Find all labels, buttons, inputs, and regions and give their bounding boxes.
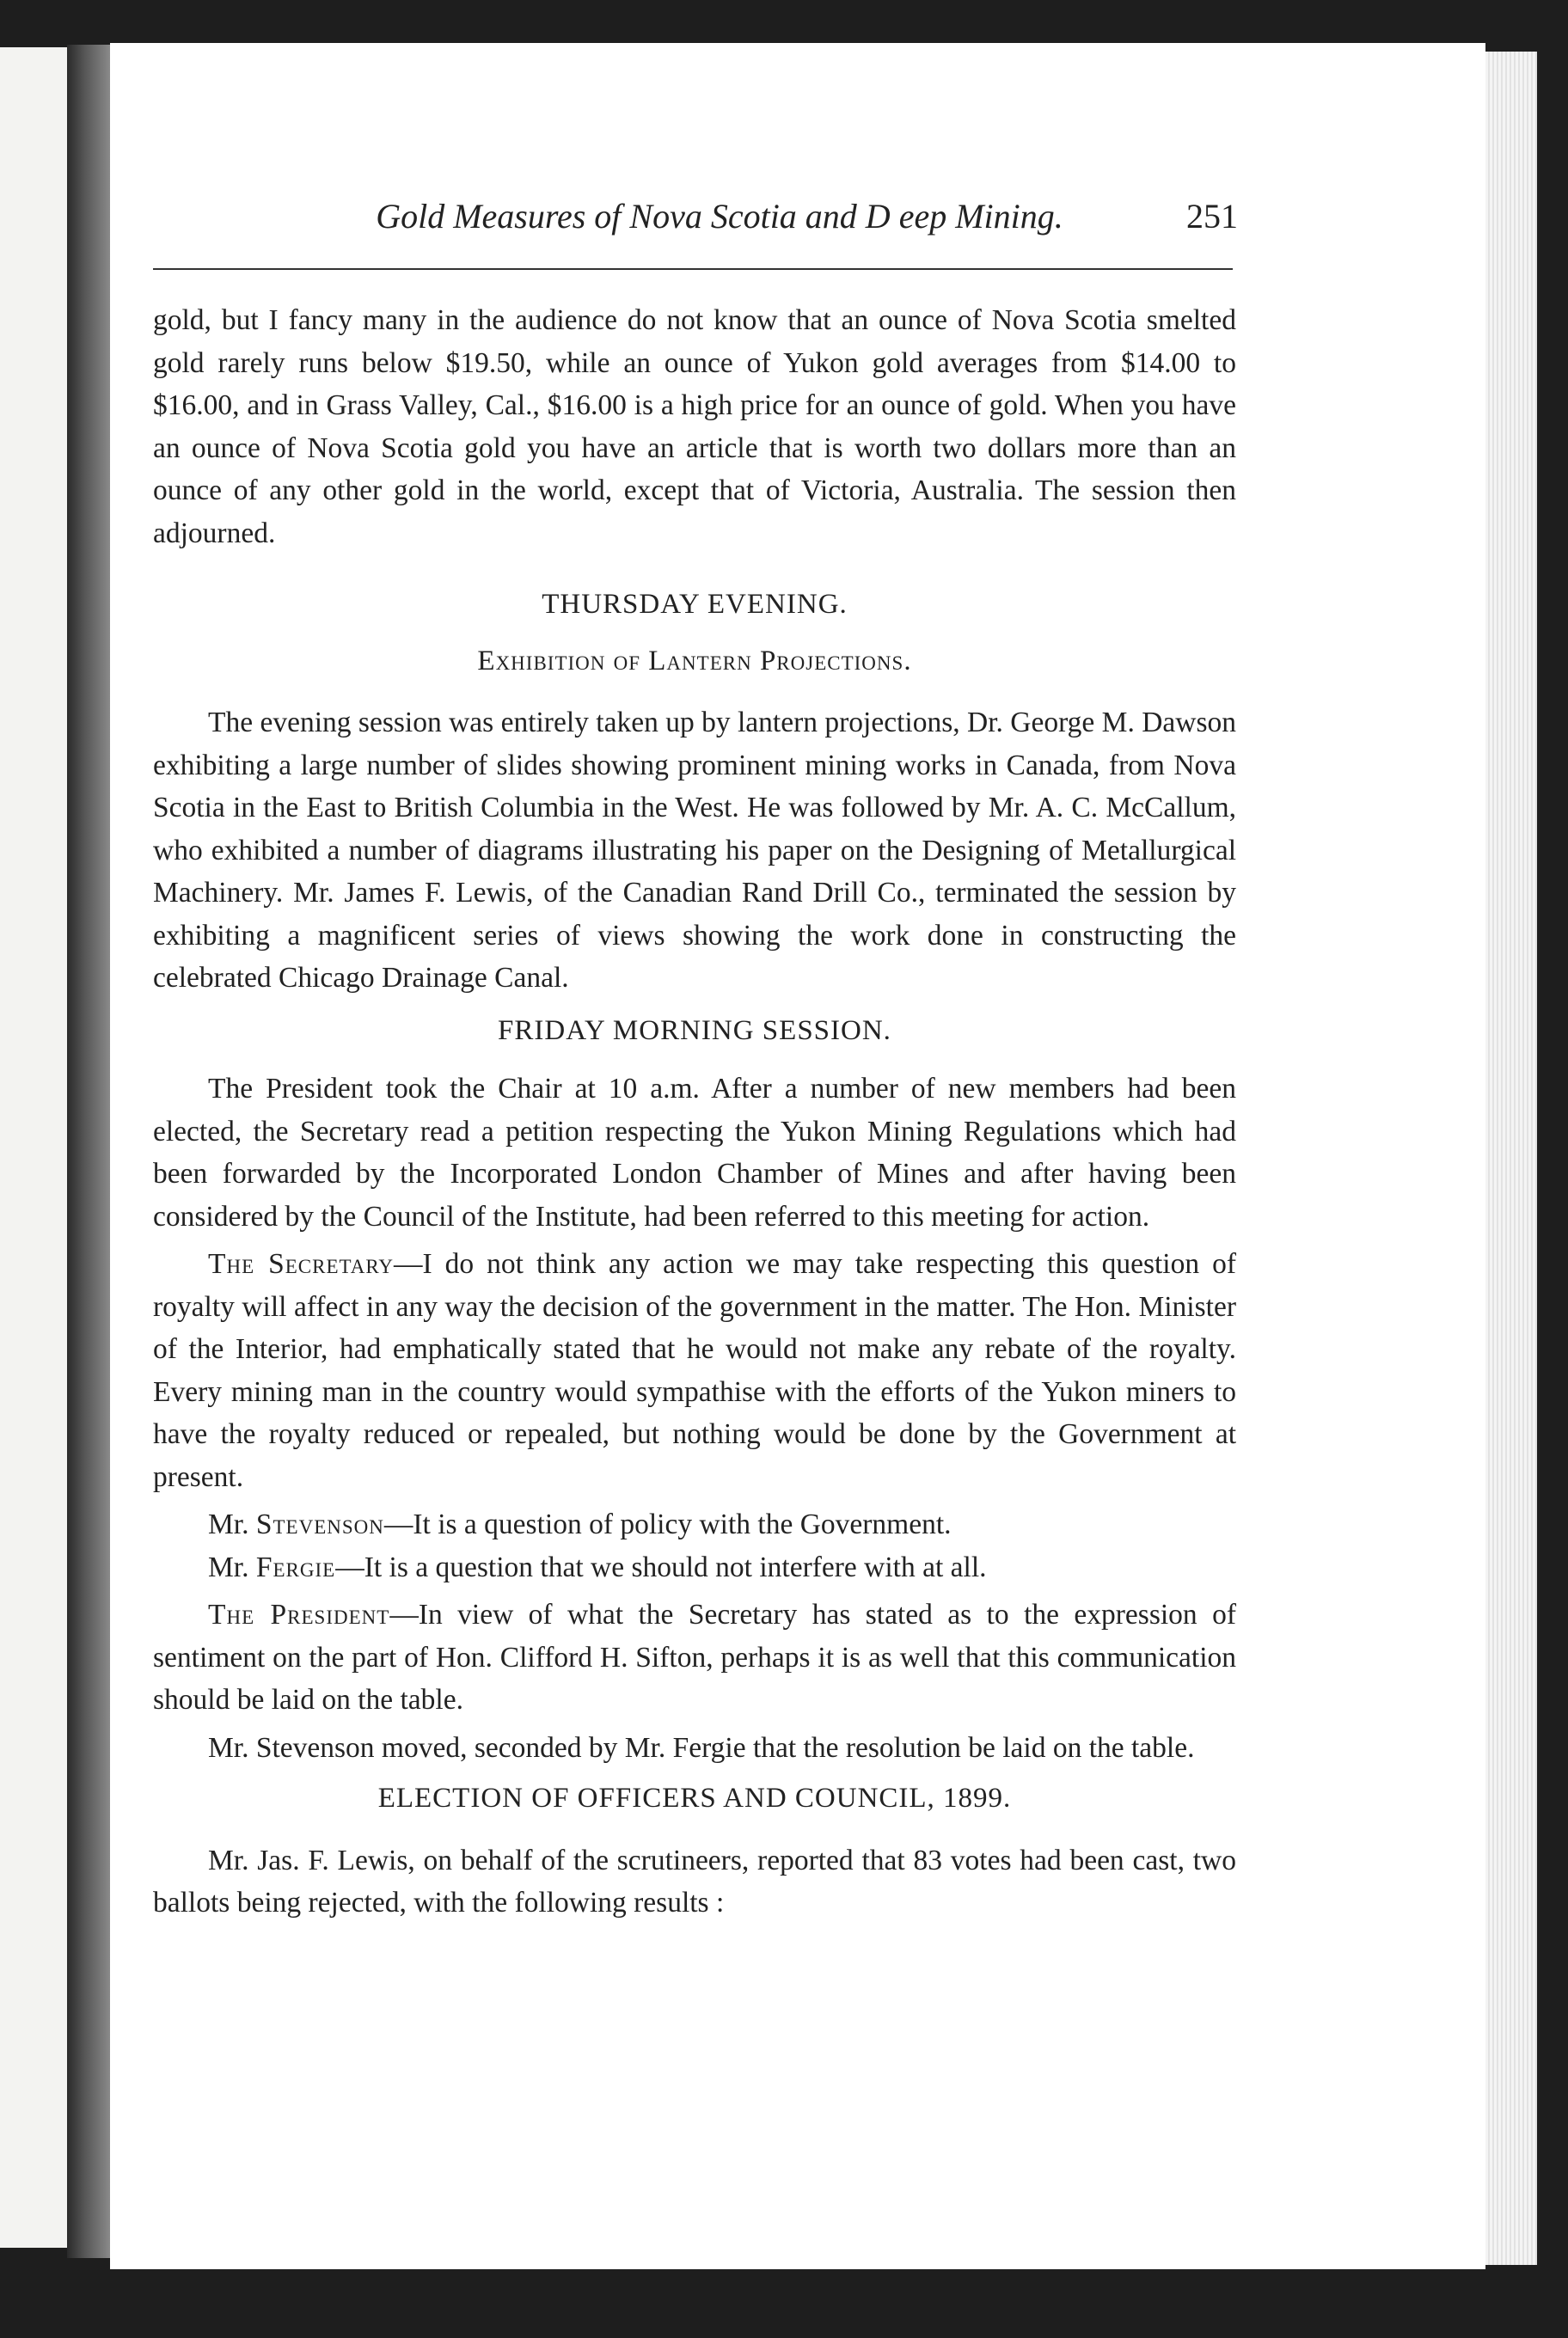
running-head-title: Gold Measures of Nova Scotia and D eep Mining. (376, 197, 1063, 236)
president-statement (153, 1594, 1236, 1722)
motion-paragraph: Mr. Stevenson moved, seconded by Mr. Fergie that the resolution be laid on the table. (208, 1731, 1195, 1764)
friday-paragraph: The President took the Chair at 10 a.m. After a number of new members had been elected, the Secretary read a petition respecting the Yukon Mining Regulations which had been forwarded by the Incorporated London Chamber of Mines and after having been considered by the Council of the Institute, had been referred to this meeting for action. (153, 1073, 1236, 1233)
secretary-statement (153, 1243, 1236, 1498)
page-stack-edge (1485, 52, 1537, 2265)
speaker-fergie: Fergie (255, 1551, 336, 1583)
page-body (153, 299, 1236, 1925)
running-head (296, 196, 1238, 251)
friday-heading: FRIDAY MORNING SESSION. (498, 1014, 891, 1046)
stevenson-prefix: Mr. (208, 1509, 256, 1540)
secretary-text: —I do not think any action we may take respecting this question of royalty will affect in any way the decision of the government in the matter. The Hon. Minister of the Interior, had emphatically stated that he would not make any rebate of the royalty. Every mining man in the country would sympathise with the efforts of the Yukon miners to have the royalty reduced or repealed, but nothing would be done by the Government at present. (153, 1248, 1236, 1493)
president-text: —In view of what the Secretary has stated as to the expression of sentiment on the part of Hon. Clifford H. Sifton, perhaps it is as well that this communication should be laid on the table. (153, 1599, 1236, 1716)
intro-paragraph: gold, but I fancy many in the audience do not know that an ounce of Nova Scotia smelted gold rarely runs below $19.50, while an ounce of Yukon gold averages from $14.00 to $16.00, and in Grass Valley, Cal., $16.00 is a high price for an ounce of gold. When you have an ounce of Nova Scotia gold you have an article that is worth two dollars more than an ounce of any other gold in the world, except that of Victoria, Australia. The session then adjourned. (153, 304, 1236, 549)
election-paragraph: Mr. Jas. F. Lewis, on behalf of the scrutineers, reported that 83 votes had been cast, two ballots being rejected, with the following results : (153, 1844, 1236, 1919)
fergie-text: —It is a question that we should not interfere with at all. (335, 1551, 987, 1583)
page-number: 251 (1186, 197, 1238, 236)
stevenson-statement (153, 1503, 1236, 1546)
thursday-subheading: Exhibition of Lantern Projections. (477, 645, 912, 676)
speaker-secretary: The Secretary (208, 1248, 395, 1280)
header-rule (153, 268, 1233, 270)
adjacent-page-edge (0, 47, 67, 2248)
stevenson-text: —It is a question of policy with the Government. (383, 1509, 952, 1540)
speaker-president: The President (208, 1599, 390, 1631)
thursday-paragraph: The evening session was entirely taken up by lantern projections, Dr. George M. Dawson exhibiting a large number of slides showing prominent mining works in Canada, from Nova Scotia in the East to British Columbia in the West. He was followed by Mr. A. C. McCallum, who exhibited a number of diagrams illustrating his paper on the Designing of Metallurgical Machinery. Mr. James F. Lewis, of the Canadian Rand Drill Co., terminated the session by exhibiting a magnificent series of views showing the work done in constructing the celebrated Chicago Drainage Canal. (153, 707, 1236, 994)
book-gutter-shadow (67, 45, 110, 2258)
election-heading: ELECTION OF OFFICERS AND COUNCIL, 1899. (377, 1783, 1012, 1814)
fergie-prefix: Mr. (208, 1551, 256, 1583)
thursday-heading: THURSDAY EVENING. (542, 589, 848, 620)
speaker-stevenson: Stevenson (255, 1509, 384, 1540)
fergie-statement (153, 1546, 1236, 1589)
